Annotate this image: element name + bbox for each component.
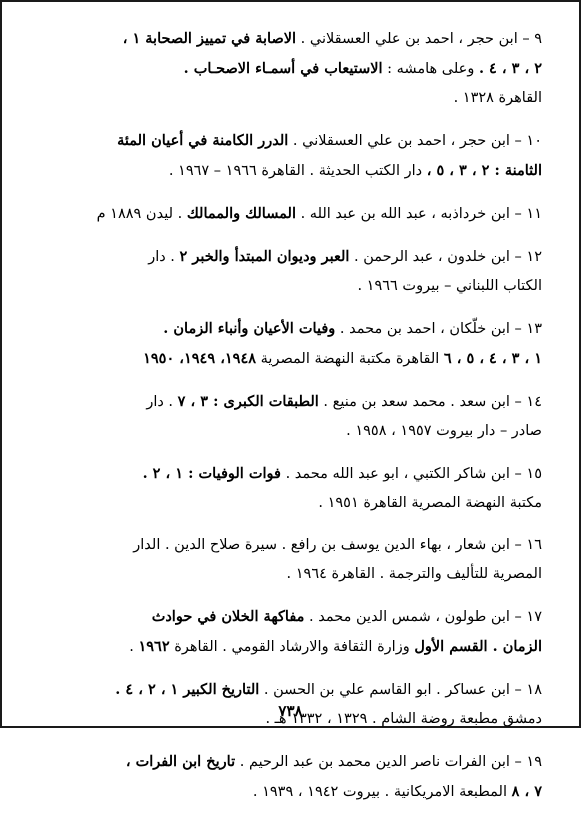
entry-text: وزارة الثقافة والارشاد القومي . القاهرة (169, 639, 415, 655)
entry-line (46, 531, 542, 560)
entry-title-text: ١٩٤٨، ١٩٤٩، ١٩٥٠ (143, 350, 257, 367)
entry-title-text: فوات الوفيات : ١ ، ٢ . (142, 465, 281, 482)
entry-title-text: الدرر الكامنة في أعيان المئة (117, 132, 289, 149)
entry-text: ١٢ – ابن خلدون ، عبد الرحمن . (349, 249, 542, 265)
entry-title-text: الثامنة : ٢ ، ٣ ، ٥ ، (426, 162, 542, 179)
entry-line (46, 777, 542, 807)
entry-text: ٩ – ابن حجر ، احمد بن علي العسقلاني . (296, 31, 542, 47)
entry-text: صادر – دار بيروت ١٩٥٧ ، ١٩٥٨ . (346, 423, 542, 439)
page-number: ٧٣٨ (278, 702, 303, 720)
entry-text: القاهرة ١٣٢٨ . (453, 90, 542, 106)
entry-title-text: ١٩٦٢ (138, 638, 170, 655)
entry-text: ١٣ – ابن خلّكان ، احمد بن محمد . (335, 321, 542, 337)
entry-title-text: مفاكهة الخلان في حوادث (151, 608, 305, 625)
entry-line (46, 24, 542, 54)
bibliography-entry (46, 242, 542, 301)
entry-text: . (129, 639, 139, 655)
entry-line (46, 747, 542, 777)
bibliography-entry (46, 602, 542, 662)
entry-line (46, 344, 542, 374)
entry-line (46, 459, 542, 489)
entry-line (46, 199, 542, 229)
entry-text: دمشق مطبعة روضة الشام . ١٣٢٩ ، ١٣٣٢ هـ . (265, 711, 542, 727)
bibliography-entry (46, 387, 542, 446)
entry-text: المصرية للتأليف والترجمة . القاهرة ١٩٦٤ . (286, 566, 542, 582)
bibliography-entry (46, 747, 542, 807)
bibliography-entry (46, 314, 542, 374)
entry-title-text: الاستيعاب في أسمـاء الاصحـاب . (183, 60, 383, 77)
bibliography-entry (46, 24, 542, 113)
entry-text: وعلى هامشه : (382, 61, 479, 77)
entry-text: ١١ – ابن خرداذبه ، عبد الله بن عبد الله . (295, 206, 542, 222)
entry-line (46, 560, 542, 589)
entry-title-text: الطبقات الكبرى : ٣ ، ٧ (177, 393, 319, 410)
bibliography-list (46, 24, 542, 820)
entry-title-text: ٢ ، ٣ ، ٤ . (478, 60, 542, 77)
entry-title-text: تاريخ ابن الفرات ، (125, 753, 236, 770)
entry-title-text: المسالك والممالك (186, 205, 296, 222)
entry-title-text: وفيات الأعيان وأنباء الزمان . (163, 320, 336, 337)
bibliography-entry (46, 531, 542, 589)
entry-title-text: التاريخ الكبير ١ ، ٢ ، ٤ . (115, 681, 260, 698)
entry-title-text: ١ ، ٣ ، ٤ ، ٥ ، ٦ (443, 350, 542, 367)
entry-text: . دار (148, 249, 180, 265)
bibliography-entry (46, 199, 542, 229)
entry-line (46, 675, 542, 705)
entry-line (46, 54, 542, 84)
entry-text: ١٧ – ابن طولون ، شمس الدين محمد . (304, 609, 542, 625)
entry-line (46, 126, 542, 156)
entry-text: القاهرة مكتبة النهضة المصرية (256, 351, 444, 367)
entry-line (46, 489, 542, 518)
entry-text: المطبعة الامريكانية . بيروت ١٩٤٢ ، ١٩٣٩ . (252, 784, 512, 800)
entry-text: الكتاب اللبناني – بيروت ١٩٦٦ . (357, 278, 542, 294)
entry-line (46, 602, 542, 632)
entry-line (46, 272, 542, 301)
entry-line (46, 156, 542, 186)
entry-text: دار الكتب الحديثة . القاهرة ١٩٦٦ – ١٩٦٧ . (168, 163, 427, 179)
bibliography-entry (46, 126, 542, 186)
entry-line (46, 632, 542, 662)
entry-title-text: الزمان . القسم الأول (414, 638, 542, 655)
entry-title-text: الاصابة في تمييز الصحابة ١ ، (122, 30, 297, 47)
entry-text: ١٤ – ابن سعد . محمد سعد بن منيع . (318, 394, 542, 410)
entry-text: ١٩ – ابن الفرات ناصر الدين محمد بن عبد الرحيم . (235, 754, 542, 770)
entry-title-text: ٧ ، ٨ (511, 783, 542, 800)
entry-line (46, 242, 542, 272)
bibliography-entry (46, 459, 542, 518)
entry-text: . ليدن ١٨٨٩ م (96, 206, 187, 222)
entry-line (46, 314, 542, 344)
entry-text: ١٥ – ابن شاكر الكتبي ، ابو عبد الله محمد . (280, 466, 542, 482)
entry-text: مكتبة النهضة المصرية القاهرة ١٩٥١ . (318, 495, 542, 511)
entry-line (46, 387, 542, 417)
entry-text: . دار (146, 394, 178, 410)
entry-line (46, 417, 542, 446)
entry-text: ١٠ – ابن حجر ، احمد بن علي العسقلاني . (288, 133, 542, 149)
entry-text: ١٨ – ابن عساكر . ابو القاسم علي بن الحسن . (259, 682, 542, 698)
entry-text: ١٦ – ابن شعار ، بهاء الدين يوسف بن رافع . سيرة صلاح الدين . الدار (133, 537, 542, 553)
entry-title-text: العبر وديوان المبتدأ والخبر ٢ (179, 248, 350, 265)
entry-line (46, 84, 542, 113)
